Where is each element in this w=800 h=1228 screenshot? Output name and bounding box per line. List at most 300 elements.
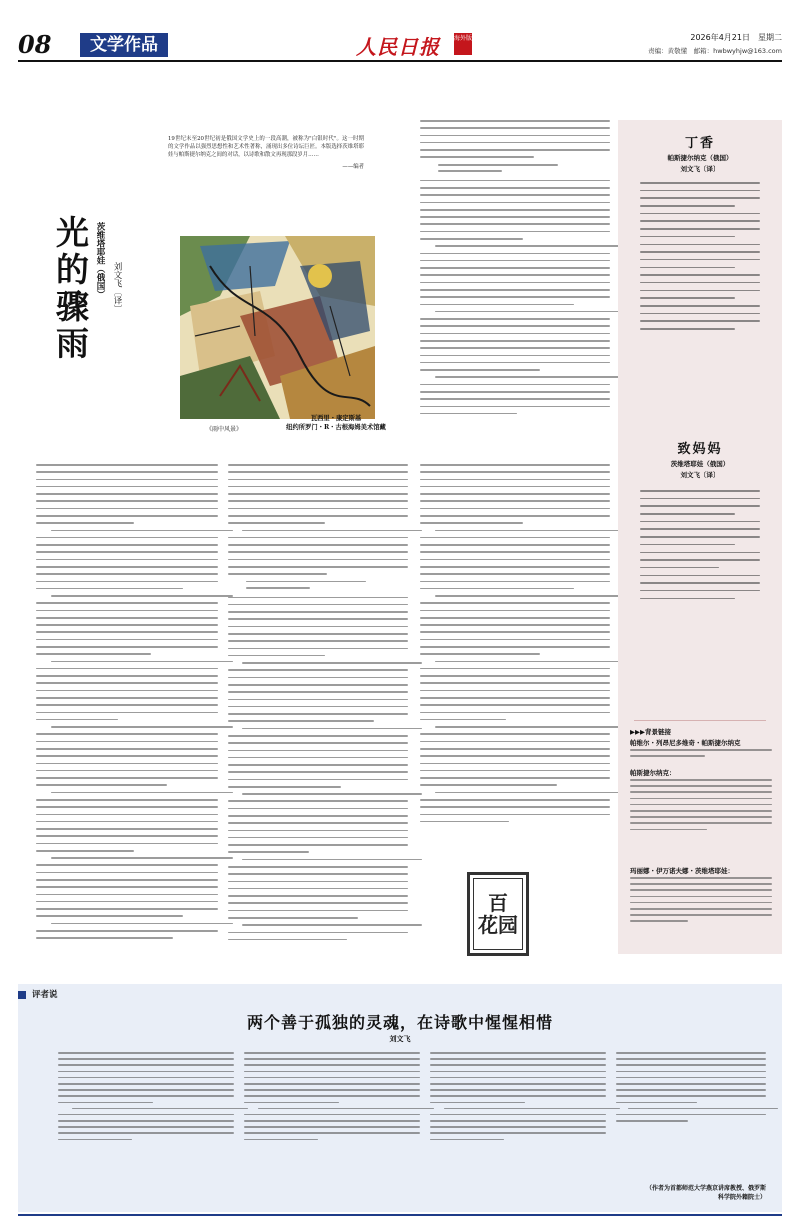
text-block xyxy=(420,180,610,415)
text-line xyxy=(228,633,408,635)
text-line xyxy=(640,328,735,330)
text-line xyxy=(36,894,218,896)
text-line xyxy=(36,879,218,881)
text-line xyxy=(36,763,218,765)
text-line xyxy=(228,573,327,575)
text-line xyxy=(36,581,218,583)
text-line xyxy=(36,704,218,706)
text-line xyxy=(640,267,735,269)
review-tag-marker xyxy=(18,991,26,999)
text-line xyxy=(244,1077,420,1079)
text-line xyxy=(36,690,218,692)
poem2-title: 致妈妈 xyxy=(677,442,723,457)
text-line xyxy=(420,202,610,204)
text-line xyxy=(36,864,218,866)
text-line xyxy=(51,923,233,925)
text-line xyxy=(228,866,408,868)
text-line xyxy=(438,164,558,166)
text-line xyxy=(228,932,408,934)
text-line xyxy=(630,822,772,824)
text-line xyxy=(420,274,610,276)
poet-nationality: （俄国） xyxy=(95,264,105,299)
text-line xyxy=(228,508,408,510)
text-line xyxy=(36,479,218,481)
text-line xyxy=(36,872,218,874)
text-line xyxy=(58,1077,234,1079)
text-line xyxy=(228,771,408,773)
text-line xyxy=(228,648,408,650)
seal-top: 百 xyxy=(488,891,508,915)
text-line xyxy=(36,573,218,575)
text-line xyxy=(640,575,760,577)
article-body-col-4 xyxy=(420,464,610,828)
text-line xyxy=(36,755,218,757)
painting-image xyxy=(180,236,375,419)
text-line xyxy=(228,677,408,679)
text-line xyxy=(640,528,760,530)
text-line xyxy=(420,770,610,772)
text-line xyxy=(228,757,408,759)
text-line xyxy=(228,830,408,832)
text-line xyxy=(58,1120,234,1122)
review-title: 两个善于孤独的灵魂，在诗歌中惺惺相惜 xyxy=(246,1013,553,1032)
text-line xyxy=(420,668,610,670)
text-line xyxy=(51,792,233,794)
painting-credit xyxy=(286,414,386,432)
text-line xyxy=(228,750,408,752)
text-line xyxy=(258,1108,434,1110)
text-line xyxy=(228,910,408,912)
text-line xyxy=(420,340,610,342)
text-block xyxy=(420,120,610,158)
poem1-title: 丁香 xyxy=(684,136,715,151)
text-line xyxy=(228,522,325,524)
text-line xyxy=(58,1083,234,1085)
text-line xyxy=(420,127,610,129)
text-line xyxy=(430,1114,606,1116)
text-line xyxy=(36,828,218,830)
quoted-verse xyxy=(246,581,366,589)
text-line xyxy=(420,209,610,211)
poem2-translator: 刘文飞〔译〕 xyxy=(680,471,720,479)
text-line xyxy=(420,479,610,481)
text-line xyxy=(420,194,610,196)
text-line xyxy=(420,187,610,189)
review-tag: 评者说 xyxy=(32,990,58,1000)
text-line xyxy=(630,810,772,812)
text-line xyxy=(640,590,760,592)
text-line xyxy=(444,1108,620,1110)
text-line xyxy=(36,741,218,743)
text-line xyxy=(420,289,610,291)
text-line xyxy=(244,1095,420,1097)
text-line xyxy=(242,859,422,861)
text-line xyxy=(228,597,408,599)
header-editors: 责编：黄敬懂 邮箱：hwbwyhjw@163.com xyxy=(648,47,782,55)
text-line xyxy=(228,566,408,568)
text-line xyxy=(51,726,233,728)
text-line xyxy=(435,311,625,313)
text-line xyxy=(640,259,760,261)
text-line xyxy=(36,915,183,917)
text-line xyxy=(36,602,218,604)
text-line xyxy=(242,530,422,532)
text-line xyxy=(420,180,610,182)
text-line xyxy=(242,728,422,730)
text-line xyxy=(36,551,218,553)
text-line xyxy=(36,937,173,939)
text-line xyxy=(640,544,735,546)
text-line xyxy=(616,1058,766,1060)
bg-entry-1 xyxy=(630,768,772,835)
text-line xyxy=(420,646,610,648)
text-line xyxy=(420,537,610,539)
text-line xyxy=(430,1089,606,1091)
text-line xyxy=(58,1089,234,1091)
text-line xyxy=(630,829,707,831)
article-body-col-1 xyxy=(36,464,218,945)
poem-stanza xyxy=(640,182,760,207)
review-col-4 xyxy=(616,1052,766,1126)
text-line xyxy=(228,611,408,613)
masthead-edition: 海外版 xyxy=(454,33,472,55)
text-line xyxy=(420,493,610,495)
text-line xyxy=(36,886,218,888)
text-line xyxy=(36,471,218,473)
text-line xyxy=(640,205,735,207)
text-line xyxy=(630,889,772,891)
text-line xyxy=(616,1089,766,1091)
text-line xyxy=(630,877,772,879)
text-line xyxy=(616,1064,766,1066)
review-col-3 xyxy=(430,1052,606,1145)
text-line xyxy=(228,618,408,620)
bottom-rule xyxy=(18,1214,782,1216)
text-line xyxy=(228,895,408,897)
text-line xyxy=(420,142,610,144)
text-line xyxy=(228,655,325,657)
text-block xyxy=(228,597,408,941)
text-line xyxy=(640,251,760,253)
text-line xyxy=(640,559,760,561)
text-line xyxy=(58,1132,234,1134)
text-line xyxy=(228,888,408,890)
text-block xyxy=(420,464,610,822)
text-line xyxy=(228,939,347,941)
text-line xyxy=(246,581,366,583)
text-line xyxy=(36,850,134,852)
text-line xyxy=(630,785,772,787)
text-line xyxy=(420,120,610,122)
section-tab: 文学作品 xyxy=(80,33,168,57)
sidebar-divider xyxy=(634,720,766,721)
text-line xyxy=(420,296,610,298)
text-line xyxy=(228,800,408,802)
review-col-1 xyxy=(58,1052,234,1145)
text-line xyxy=(228,544,408,546)
text-line xyxy=(36,930,218,932)
text-line xyxy=(228,837,408,839)
text-line xyxy=(36,799,218,801)
text-line xyxy=(228,735,408,737)
bg1-text xyxy=(630,779,772,830)
text-line xyxy=(420,704,610,706)
intro-author: ——编者 xyxy=(342,163,364,170)
text-line xyxy=(36,493,218,495)
poet-name: 茨维塔耶娃 xyxy=(95,222,105,265)
text-line xyxy=(420,733,610,735)
text-line xyxy=(58,1102,153,1104)
text-line xyxy=(58,1114,234,1116)
text-line xyxy=(435,245,625,247)
text-line xyxy=(420,566,610,568)
text-line xyxy=(420,814,610,816)
text-line xyxy=(51,857,233,859)
text-line xyxy=(36,522,134,524)
text-line xyxy=(420,267,610,269)
text-line xyxy=(36,646,218,648)
text-line xyxy=(640,182,760,184)
affiliation-line-1: （作者为首都师范大学燕京讲席教授、俄罗斯 xyxy=(645,1185,766,1192)
text-line xyxy=(420,544,610,546)
text-line xyxy=(36,777,218,779)
text-line xyxy=(228,902,408,904)
text-line xyxy=(435,530,625,532)
text-line xyxy=(420,464,610,466)
review-col-2 xyxy=(244,1052,420,1145)
text-line xyxy=(228,822,408,824)
painting-artist: 瓦西里・康定斯基 xyxy=(310,415,362,422)
text-line xyxy=(420,784,557,786)
text-line xyxy=(640,297,735,299)
text-line xyxy=(630,883,772,885)
text-line xyxy=(244,1052,420,1054)
text-line xyxy=(228,844,408,846)
text-line xyxy=(630,755,705,757)
text-line xyxy=(244,1089,420,1091)
text-line xyxy=(228,699,408,701)
text-line xyxy=(36,675,218,677)
text-line xyxy=(228,669,408,671)
text-line xyxy=(36,544,218,546)
text-line xyxy=(228,464,408,466)
text-line xyxy=(36,901,218,903)
text-line xyxy=(420,260,610,262)
text-line xyxy=(420,398,610,400)
text-line xyxy=(430,1132,606,1134)
text-line xyxy=(228,500,408,502)
text-line xyxy=(435,595,625,597)
text-line xyxy=(58,1058,234,1060)
text-line xyxy=(72,1108,248,1110)
seal-bottom: 花园 xyxy=(478,913,518,937)
text-line xyxy=(640,313,760,315)
text-line xyxy=(58,1095,234,1097)
text-line xyxy=(420,821,509,823)
text-line xyxy=(640,213,760,215)
text-line xyxy=(420,369,540,371)
painting-artwork xyxy=(180,236,375,419)
text-line xyxy=(430,1052,606,1054)
text-line xyxy=(58,1064,234,1066)
intro-text: 19世纪末至20世纪初是俄国文学史上的一段高潮，被称为"白银时代"。这一时期的文学作品以强烈思想性和艺术性著称，涌现出多位诗坛巨匠。本版选择茨维塔耶娃与帕斯捷尔纳克之间的对话，以诗歌和散文再现那段岁月…… xyxy=(168,136,364,159)
text-line xyxy=(430,1120,606,1122)
poem-stanza xyxy=(640,490,760,515)
poem-sidebar xyxy=(618,120,782,764)
text-line xyxy=(228,808,408,810)
text-line xyxy=(430,1064,606,1066)
text-line xyxy=(630,791,772,793)
text-line xyxy=(616,1052,766,1054)
text-line xyxy=(420,325,610,327)
text-line xyxy=(420,682,610,684)
text-line xyxy=(640,290,760,292)
text-line xyxy=(420,551,610,553)
text-line xyxy=(420,559,610,561)
text-line xyxy=(36,835,218,837)
text-line xyxy=(420,304,574,306)
text-line xyxy=(430,1077,606,1079)
text-line xyxy=(420,741,610,743)
text-line xyxy=(242,662,422,664)
background-panel xyxy=(618,764,782,954)
text-line xyxy=(36,653,151,655)
text-line xyxy=(420,748,610,750)
masthead-logo: 人民日报 xyxy=(356,35,440,59)
text-line xyxy=(420,413,517,415)
text-line xyxy=(420,755,610,757)
text-line xyxy=(58,1071,234,1073)
text-line xyxy=(430,1071,606,1073)
text-line xyxy=(58,1139,132,1141)
text-line xyxy=(36,639,218,641)
text-line xyxy=(628,1108,778,1110)
text-line xyxy=(244,1114,420,1116)
text-line xyxy=(36,733,218,735)
text-line xyxy=(36,559,218,561)
text-line xyxy=(430,1126,606,1128)
bg1-name: 帕斯捷尔纳克： xyxy=(630,769,676,777)
text-line xyxy=(420,697,610,699)
text-line xyxy=(36,631,218,633)
text-line xyxy=(430,1139,504,1141)
text-line xyxy=(228,764,408,766)
text-line xyxy=(630,779,772,781)
text-line xyxy=(58,1052,234,1054)
poem-stanza xyxy=(640,575,760,600)
text-line xyxy=(420,581,610,583)
text-line xyxy=(420,231,610,233)
poem-stanza xyxy=(640,552,760,569)
text-line xyxy=(36,682,218,684)
text-line xyxy=(36,508,218,510)
text-line xyxy=(420,216,610,218)
text-line xyxy=(616,1120,688,1122)
text-line xyxy=(420,799,610,801)
text-line xyxy=(430,1083,606,1085)
text-line xyxy=(36,588,183,590)
text-line xyxy=(420,712,610,714)
text-line xyxy=(36,566,218,568)
article-body-col-2 xyxy=(228,464,408,946)
text-line xyxy=(616,1102,697,1104)
bg-entry-2 xyxy=(630,866,772,927)
text-line xyxy=(228,691,408,693)
text-line xyxy=(420,763,610,765)
poem2-poet: 茨维塔耶娃（俄国） xyxy=(670,460,730,468)
text-line xyxy=(640,490,760,492)
text-line xyxy=(228,471,408,473)
text-line xyxy=(435,661,625,663)
text-line xyxy=(420,617,610,619)
text-line xyxy=(438,170,502,172)
text-line xyxy=(435,792,625,794)
text-line xyxy=(228,706,408,708)
text-line xyxy=(640,197,760,199)
text-line xyxy=(435,726,625,728)
text-line xyxy=(420,471,610,473)
text-line xyxy=(244,1058,420,1060)
text-line xyxy=(420,602,610,604)
text-line xyxy=(36,770,218,772)
text-line xyxy=(228,537,408,539)
text-line xyxy=(420,333,610,335)
text-line xyxy=(420,238,523,240)
text-line xyxy=(420,384,610,386)
translator-credit: 刘文飞〔译〕 xyxy=(112,262,122,313)
text-line xyxy=(228,486,408,488)
article-body-col-3 xyxy=(420,120,610,420)
text-line xyxy=(420,624,610,626)
poem-stanza xyxy=(640,244,760,269)
text-line xyxy=(640,228,760,230)
text-line xyxy=(228,640,408,642)
text-line xyxy=(640,244,760,246)
text-line xyxy=(36,748,218,750)
text-line xyxy=(420,719,506,721)
text-line xyxy=(36,464,218,466)
painting-collection: 纽约所罗门・R・古根海姆美术馆藏 xyxy=(286,424,386,431)
poem1-translator: 刘文飞〔译〕 xyxy=(680,165,720,173)
background-title: ▶▶▶背景链接 xyxy=(630,728,671,736)
poem1-body xyxy=(640,182,760,336)
text-line xyxy=(420,486,610,488)
text-line xyxy=(630,908,772,910)
background-lead: 帕维尔・列昂尼多维奇・帕斯捷尔纳克 xyxy=(630,739,741,747)
text-line xyxy=(640,498,760,500)
text-line xyxy=(430,1095,606,1097)
text-block xyxy=(228,464,408,575)
text-line xyxy=(640,582,760,584)
text-line xyxy=(228,551,408,553)
text-line xyxy=(51,661,233,663)
text-line xyxy=(244,1102,339,1104)
text-line xyxy=(640,567,719,569)
text-line xyxy=(420,355,610,357)
text-line xyxy=(420,573,610,575)
text-line xyxy=(36,712,218,714)
text-line xyxy=(244,1126,420,1128)
text-line xyxy=(36,821,218,823)
text-line xyxy=(640,190,760,192)
text-line xyxy=(36,908,218,910)
text-line xyxy=(244,1132,420,1134)
text-line xyxy=(228,873,408,875)
text-line xyxy=(420,806,610,808)
text-line xyxy=(36,843,218,845)
text-line xyxy=(640,521,760,523)
text-line xyxy=(420,253,610,255)
